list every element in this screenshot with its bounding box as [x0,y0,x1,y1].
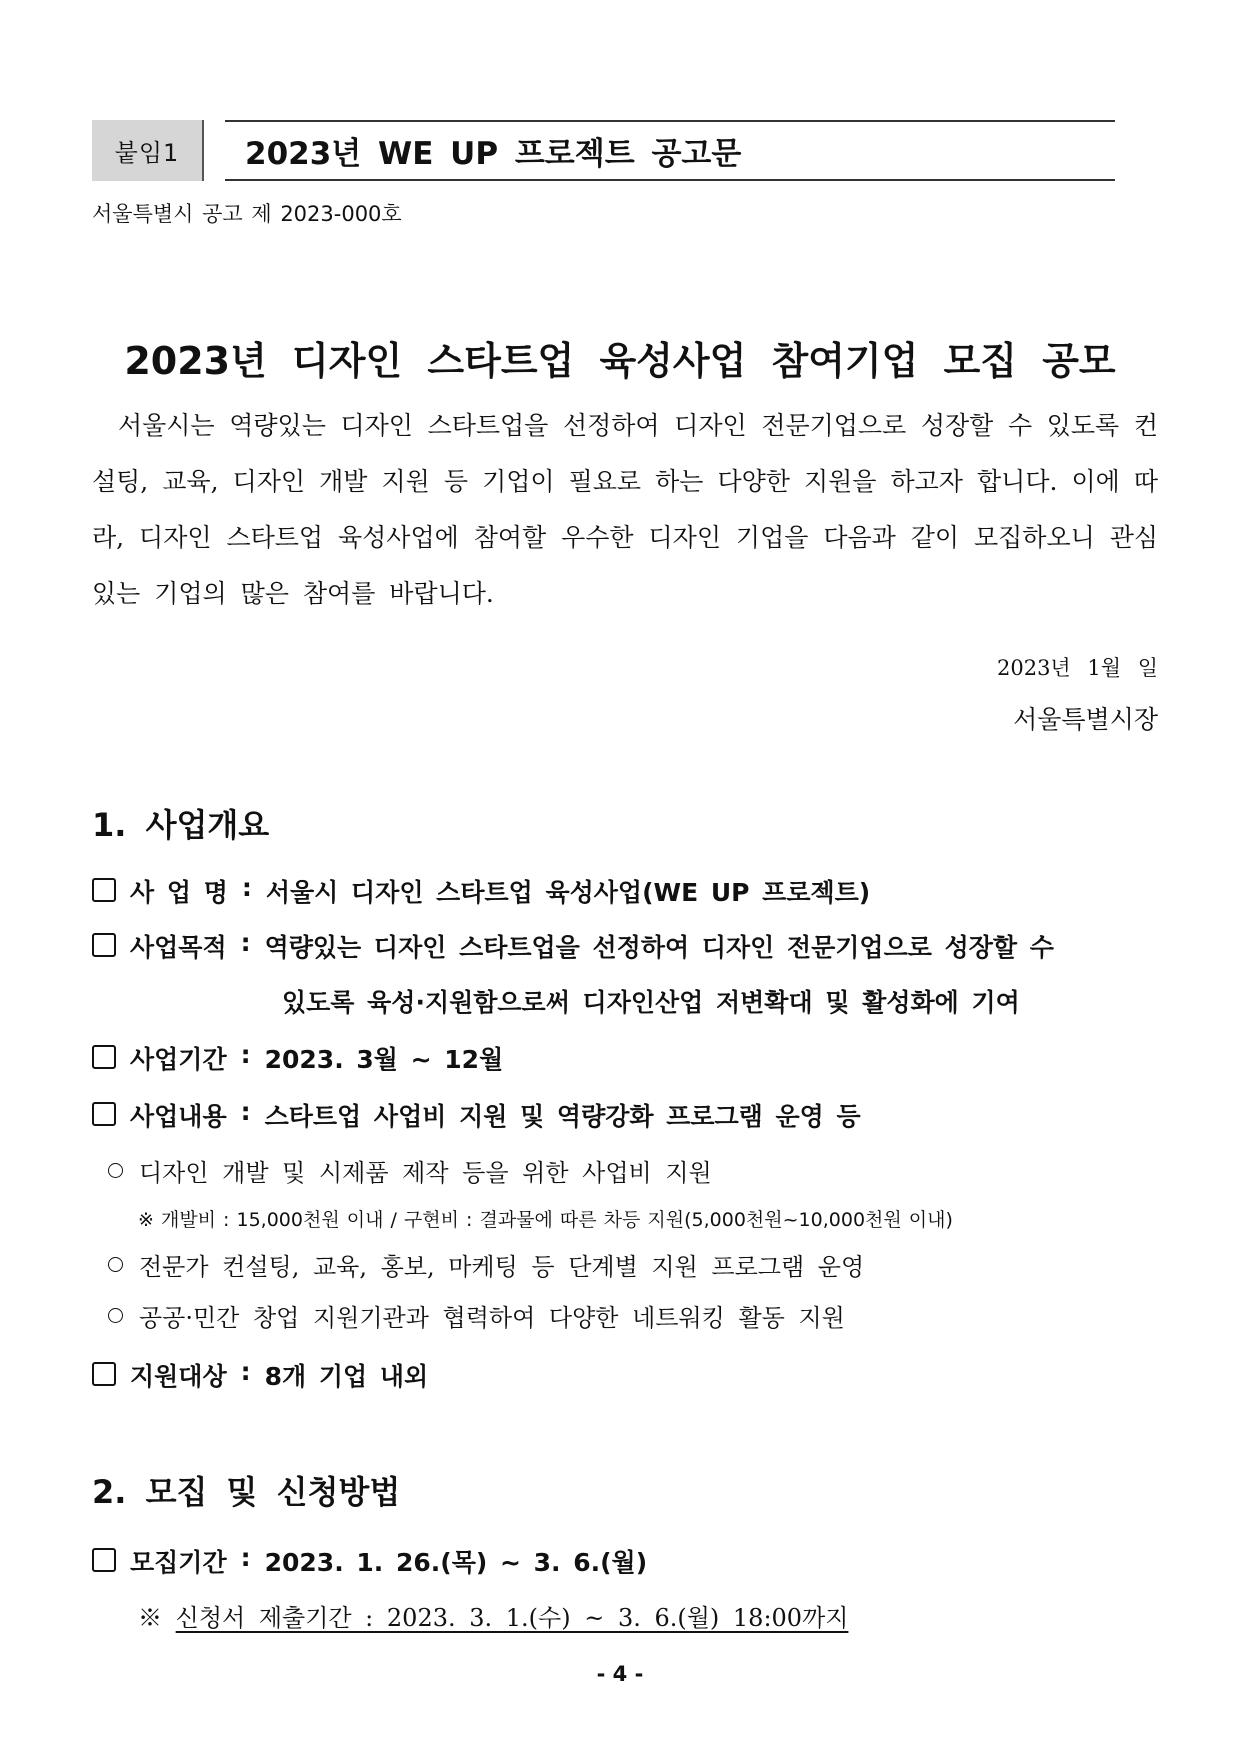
checkbox-icon [92,1548,116,1572]
item-separator: : [240,1097,251,1126]
checkbox-icon [92,933,116,957]
checkbox-icon [92,1045,116,1069]
submission-note [138,1598,848,1633]
item-purpose [92,928,1054,964]
item-target [92,1357,428,1393]
document-title: 2023년 WE UP 프로젝트 공고문 [245,136,742,172]
intro-paragraph: 서울시는 역량있는 디자인 스타트업을 선정하여 디자인 전문기업으로 성장할 수 있도록 컨설팅, 교육, 디자인 개발 지원 등 기업이 필요로 하는 다양한 지원을 하고자 합니다. 이에 따라, 디자인 스타트업 육성사업에 참여할 우수한 디자인 기업을 다음과 같이 모집하오니 관심있는 기업의 많은 참여를 바랍니다. [92,411,1158,608]
attachment-label: 붙임1 [92,120,204,181]
circle-bullet-icon [108,1257,123,1272]
bullet-text: 전문가 컨설팅, 교육, 홍보, 마케팅 등 단계별 지원 프로그램 운영 [139,1253,865,1281]
date-line: 2023년 1월 일 [996,656,1158,680]
item-label: 사업내용 [130,1102,227,1131]
bullet-text: 공공·민간 창업 지원기관과 협력하여 다양한 네트워킹 활동 지원 [139,1304,845,1332]
item-label: 사 업 명 [130,878,228,907]
budget-note: ※ 개발비 : 15,000천원 이내 / 구현비 : 결과물에 따른 차등 지원(5,000천원~10,000천원 이내) [138,1209,953,1231]
bullet-item [108,1298,845,1333]
section-1-title: 1. 사업개요 [92,806,270,844]
signer: 서울특별시장 [1013,705,1158,734]
item-value: 스타트업 사업비 지원 및 역량강화 프로그램 운영 등 [264,1102,861,1131]
section-2-title: 2. 모집 및 신청방법 [92,1473,401,1511]
item-separator: : [240,1040,251,1069]
checkbox-icon [92,878,116,902]
main-title: 2023년 디자인 스타트업 육성사업 참여기업 모집 공모 [124,339,1116,383]
item-separator: : [241,873,252,902]
bullet-text: 디자인 개발 및 시제품 제작 등을 위한 사업비 지원 [139,1159,712,1187]
item-value: 역량있는 디자인 스타트업을 선정하여 디자인 전문기업으로 성장할 수 [264,933,1054,962]
item-label: 모집기간 [130,1548,227,1577]
item-content [92,1097,861,1133]
item-label: 사업목적 [130,933,227,962]
checkbox-icon [92,1362,116,1386]
item-separator: : [240,1543,251,1572]
bullet-item [108,1153,712,1188]
page-number: - 4 - [596,1662,644,1686]
item-value: 2023. 3월 ~ 12월 [264,1045,504,1074]
item-purpose-continuation: 있도록 육성·지원함으로써 디자인산업 저변확대 및 활성화에 기여 [282,988,1020,1017]
bullet-item [108,1247,864,1282]
notice-number: 서울특별시 공고 제 2023-000호 [92,202,402,226]
item-separator: : [240,1357,251,1386]
item-project-name [92,873,870,909]
item-separator: : [240,928,251,957]
item-value: 2023. 1. 26.(목) ~ 3. 6.(월) [264,1548,648,1577]
note-mark: ※ [138,1604,162,1632]
document-title-bar [225,120,1115,181]
checkbox-icon [92,1102,116,1126]
note-text: 신청서 제출기간 : 2023. 3. 1.(수) ~ 3. 6.(월) 18:00까지 [175,1604,849,1632]
circle-bullet-icon [108,1163,123,1178]
item-period [92,1040,503,1076]
item-label: 사업기간 [130,1045,227,1074]
item-label: 지원대상 [130,1362,227,1391]
item-value: 8개 기업 내외 [264,1362,429,1391]
item-value: 서울시 디자인 스타트업 육성사업(WE UP 프로젝트) [265,878,871,907]
item-recruit-period [92,1543,647,1579]
circle-bullet-icon [108,1308,123,1323]
